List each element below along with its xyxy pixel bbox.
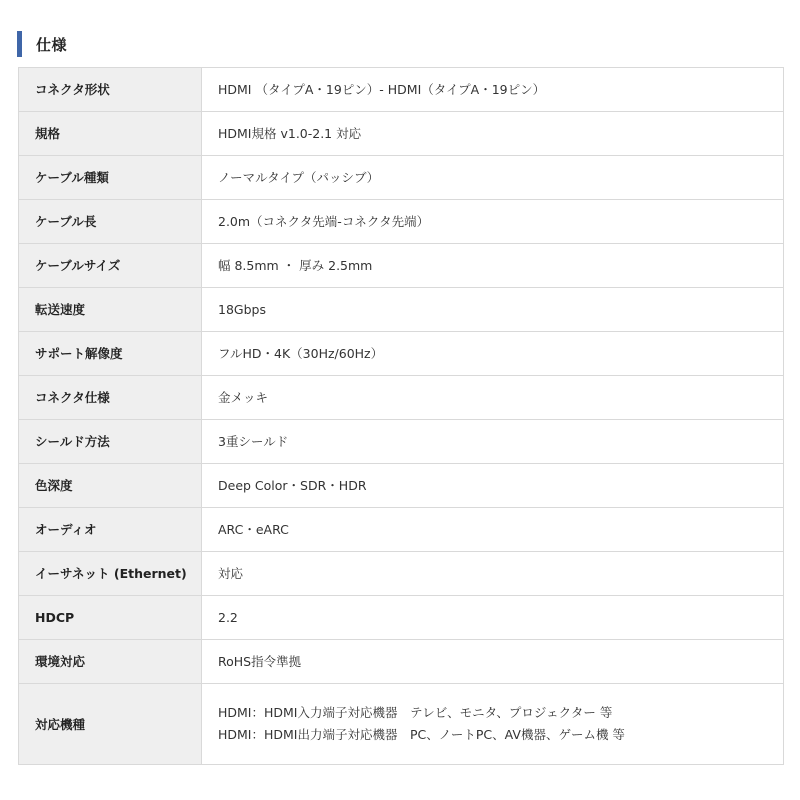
spec-row-compatible-devices [19, 684, 784, 765]
spec-value: Deep Color・SDR・HDR [202, 464, 784, 508]
spec-label: シールド方法 [19, 420, 202, 464]
spec-row-ethernet [19, 552, 784, 596]
spec-label: 色深度 [19, 464, 202, 508]
spec-label: ケーブル長 [19, 200, 202, 244]
spec-label: ケーブル種類 [19, 156, 202, 200]
title-accent-bar [17, 31, 22, 57]
spec-value: RoHS指令準拠 [202, 640, 784, 684]
spec-row-color-depth [19, 464, 784, 508]
spec-row-standard [19, 112, 784, 156]
spec-label: 転送速度 [19, 288, 202, 332]
spec-row-cable-size [19, 244, 784, 288]
spec-row-connector-plating [19, 376, 784, 420]
section-title: 仕様 [36, 35, 68, 54]
spec-label: 規格 [19, 112, 202, 156]
spec-row-resolution [19, 332, 784, 376]
spec-label: コネクタ仕様 [19, 376, 202, 420]
spec-label: ケーブルサイズ [19, 244, 202, 288]
spec-value: HDMI （タイプA・19ピン）- HDMI（タイプA・19ピン） [202, 68, 784, 112]
compatible-devices-output: HDMI：HDMI出力端子対応機器 PC、ノートPC、AV機器、ゲーム機 等 [218, 727, 625, 742]
section-header [17, 31, 67, 57]
spec-value: フルHD・4K（30Hz/60Hz） [202, 332, 784, 376]
spec-value: 2.0m（コネクタ先端-コネクタ先端） [202, 200, 784, 244]
spec-value: 18Gbps [202, 288, 784, 332]
spec-row-shielding [19, 420, 784, 464]
spec-value: 2.2 [202, 596, 784, 640]
spec-label: オーディオ [19, 508, 202, 552]
spec-value: 対応 [202, 552, 784, 596]
spec-value: ノーマルタイプ（パッシブ） [202, 156, 784, 200]
spec-label: コネクタ形状 [19, 68, 202, 112]
spec-label: 対応機種 [19, 684, 202, 765]
spec-row-audio [19, 508, 784, 552]
spec-label: イーサネット (Ethernet) [19, 552, 202, 596]
spec-table [18, 67, 784, 765]
spec-label: 環境対応 [19, 640, 202, 684]
spec-row-connector-shape [19, 68, 784, 112]
spec-value: HDMI規格 v1.0-2.1 対応 [202, 112, 784, 156]
spec-value-multiline [202, 684, 784, 765]
spec-value: ARC・eARC [202, 508, 784, 552]
spec-row-cable-length [19, 200, 784, 244]
spec-label: サポート解像度 [19, 332, 202, 376]
spec-row-hdcp [19, 596, 784, 640]
spec-label: HDCP [19, 596, 202, 640]
spec-row-transfer-speed [19, 288, 784, 332]
spec-value: 3重シールド [202, 420, 784, 464]
spec-row-cable-type [19, 156, 784, 200]
spec-value: 金メッキ [202, 376, 784, 420]
spec-value: 幅 8.5mm ・ 厚み 2.5mm [202, 244, 784, 288]
spec-row-environment [19, 640, 784, 684]
compatible-devices-input: HDMI：HDMI入力端子対応機器 テレビ、モニタ、プロジェクター 等 [218, 705, 613, 720]
